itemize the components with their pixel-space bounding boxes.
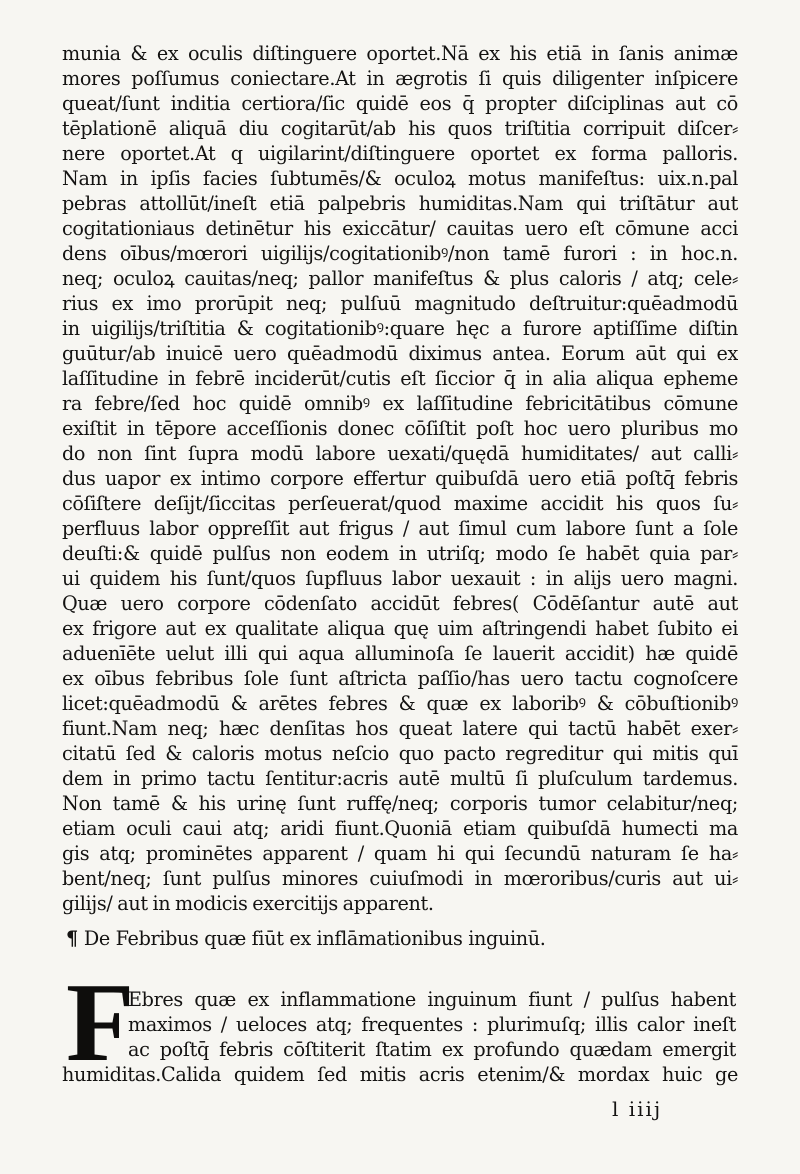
text-line-21: deuſti:& quidē pulſus non eodem in utriſq; modo ſe habēt quia par⸗ <box>62 542 738 565</box>
text-line-14: laſſitudine in febrē inciderūt/cutis eſt ſiccior q̄ in alia aliqua epheme <box>62 367 738 390</box>
text-line-19: cōſiſtere deſijt/ſiccitas perſeuerat/quod maxime accidit his quos ſu⸗ <box>62 492 738 515</box>
text-line-11: rius ex imo prorūpit neq; pulſuū magnitudo deſtruitur:quēadmodū <box>62 292 738 315</box>
text-line-1: munia & ex oculis diſtinguere oportet.Nā ex his etiā in ſanis animæ <box>62 42 738 65</box>
text-line-20: perfluus labor oppreſſit aut frigus / aut ſimul cum labore ſunt a ſole <box>62 517 738 540</box>
text-line-34: bent/neq; ſunt pulſus minores cuiuſmodi in mœroribus/curis aut ui⸗ <box>62 867 738 890</box>
text-line-13: guūtur/ab inuicē uero quēadmodū diximus antea. Eorum aūt qui ex <box>62 342 738 365</box>
text-line-17: do non ſint ſupra modū labore uexati/quędā humiditates/ aut calli⸗ <box>62 442 738 465</box>
signature-mark: l iiij <box>612 1097 663 1121</box>
text-line-29: citatū ſed & caloris motus neſcio quo pacto regreditur qui mitis quī <box>62 742 738 765</box>
text-line-5: nere oportet.At q uigilarint/diſtinguere oportet ex forma palloris. <box>62 142 738 165</box>
text-line-22: ui quidem his ſunt/quos ſupfluus labor uexauit : in alijs uero magni. <box>62 567 738 590</box>
text-line-9: dens oībus/mœrori uigilijs/cogitationibꝰ/non tamē furori : in hoc.n. <box>62 242 738 265</box>
drop-cap: F <box>66 961 135 1085</box>
text-line-31: Non tamē & his urinę ſunt ruffę/neq; corporis tumor celabitur/neq; <box>62 792 738 815</box>
text-line-28: fiunt.Nam neq; hæc denſitas hos queat latere qui tactū habēt exer⸗ <box>62 717 738 740</box>
text-line-15: ra febre/ſed hoc quidē omnibꝰ ex laſſitudine febricitātibus cōmune <box>62 392 738 415</box>
text-line-10: neq; oculoꝝ cauitas/neq; pallor manifeſtus & plus caloris / atq; cele⸗ <box>62 267 738 290</box>
text-line-8: cogitationiaus detinētur his exiccātur/ cauitas uero eſt cōmune acci <box>62 217 738 240</box>
text-line-3: queat/ſunt inditia certiora/ſic quidē eos q̄ propter diſciplinas aut cō <box>62 92 738 115</box>
text-line-12: in uigilijs/triſtitia & cogitationibꝰ:quare hęc a furore aptiſſime diſtin <box>62 317 738 340</box>
section-heading <box>66 926 666 951</box>
text-line-4: tēplationē aliquā diu cogitarūt/ab his quos triſtitia corripuit diſcer⸗ <box>62 117 738 140</box>
text-line-33: gis atq; prominētes apparent / quam hi qui ſecundū naturam ſe ha⸗ <box>62 842 738 865</box>
pilcrow-icon: ¶ <box>66 927 78 950</box>
text-line-final: humiditas.Calida quidem ſed mitis acris etenim/& mordax huic ge <box>62 1063 738 1086</box>
text-line-30: dem in primo tactu ſentitur:acris autē multū ſi pluſculum tardemus. <box>62 767 738 790</box>
text-line-25: aduenīēte uelut illi qui aqua alluminoſa ſe lauerit accidit) hæ quidē <box>62 642 738 665</box>
text-line-2: mores poſſumus coniectare.At in ægrotis ſi quis diligenter inſpicere <box>62 67 738 90</box>
text-line-24: ex frigore aut ex qualitate aliqua quę uim aſtringendi habet ſubito ei <box>62 617 738 640</box>
indented-line-1: Ebres quæ ex inflammatione inguinum fiunt / pulſus habent <box>128 988 736 1011</box>
text-line-26: ex oībus febribus ſole ſunt aſtricta paſſio/has uero tactu cognoſcere <box>62 667 738 690</box>
text-line-7: pebras attollūt/ineſt etiā palpebris humiditas.Nam qui triſtātur aut <box>62 192 738 215</box>
text-line-6: Nam in ipſis facies ſubtumēs/& oculoꝝ motus manifeſtus: uix.n.pal <box>62 167 738 190</box>
text-line-16: exiſtit in tēpore acceſſionis donec cōſiſtit poſt hoc uero pluribus mo <box>62 417 738 440</box>
text-line-27: licet:quēadmodū & arētes febres & quæ ex laboribꝰ & cōbuſtionibꝰ <box>62 692 738 715</box>
section-heading-text: De Febribus quæ fiūt ex inflāmationibus inguinū. <box>83 927 546 950</box>
text-line-32: etiam oculi caui atq; aridi fiunt.Quoniā etiam quibuſdā humecti ma <box>62 817 738 840</box>
text-line-35: gilijs/ aut in modicis exercitijs apparent. <box>62 892 434 915</box>
indented-line-2: maximos / ueloces atq; frequentes : plurimuſq; illis calor ineſt <box>128 1013 736 1036</box>
text-line-18: dus uapor ex intimo corpore effertur quibuſdā uero etiā poſtq̄ febris <box>62 467 738 490</box>
indented-line-3: ac poſtq̄ febris cōſtiterit ſtatim ex profundo quædam emergit <box>128 1038 736 1061</box>
text-line-23: Quæ uero corpore cōdenſato accidūt febres( Cōdēſantur autē aut <box>62 592 738 615</box>
